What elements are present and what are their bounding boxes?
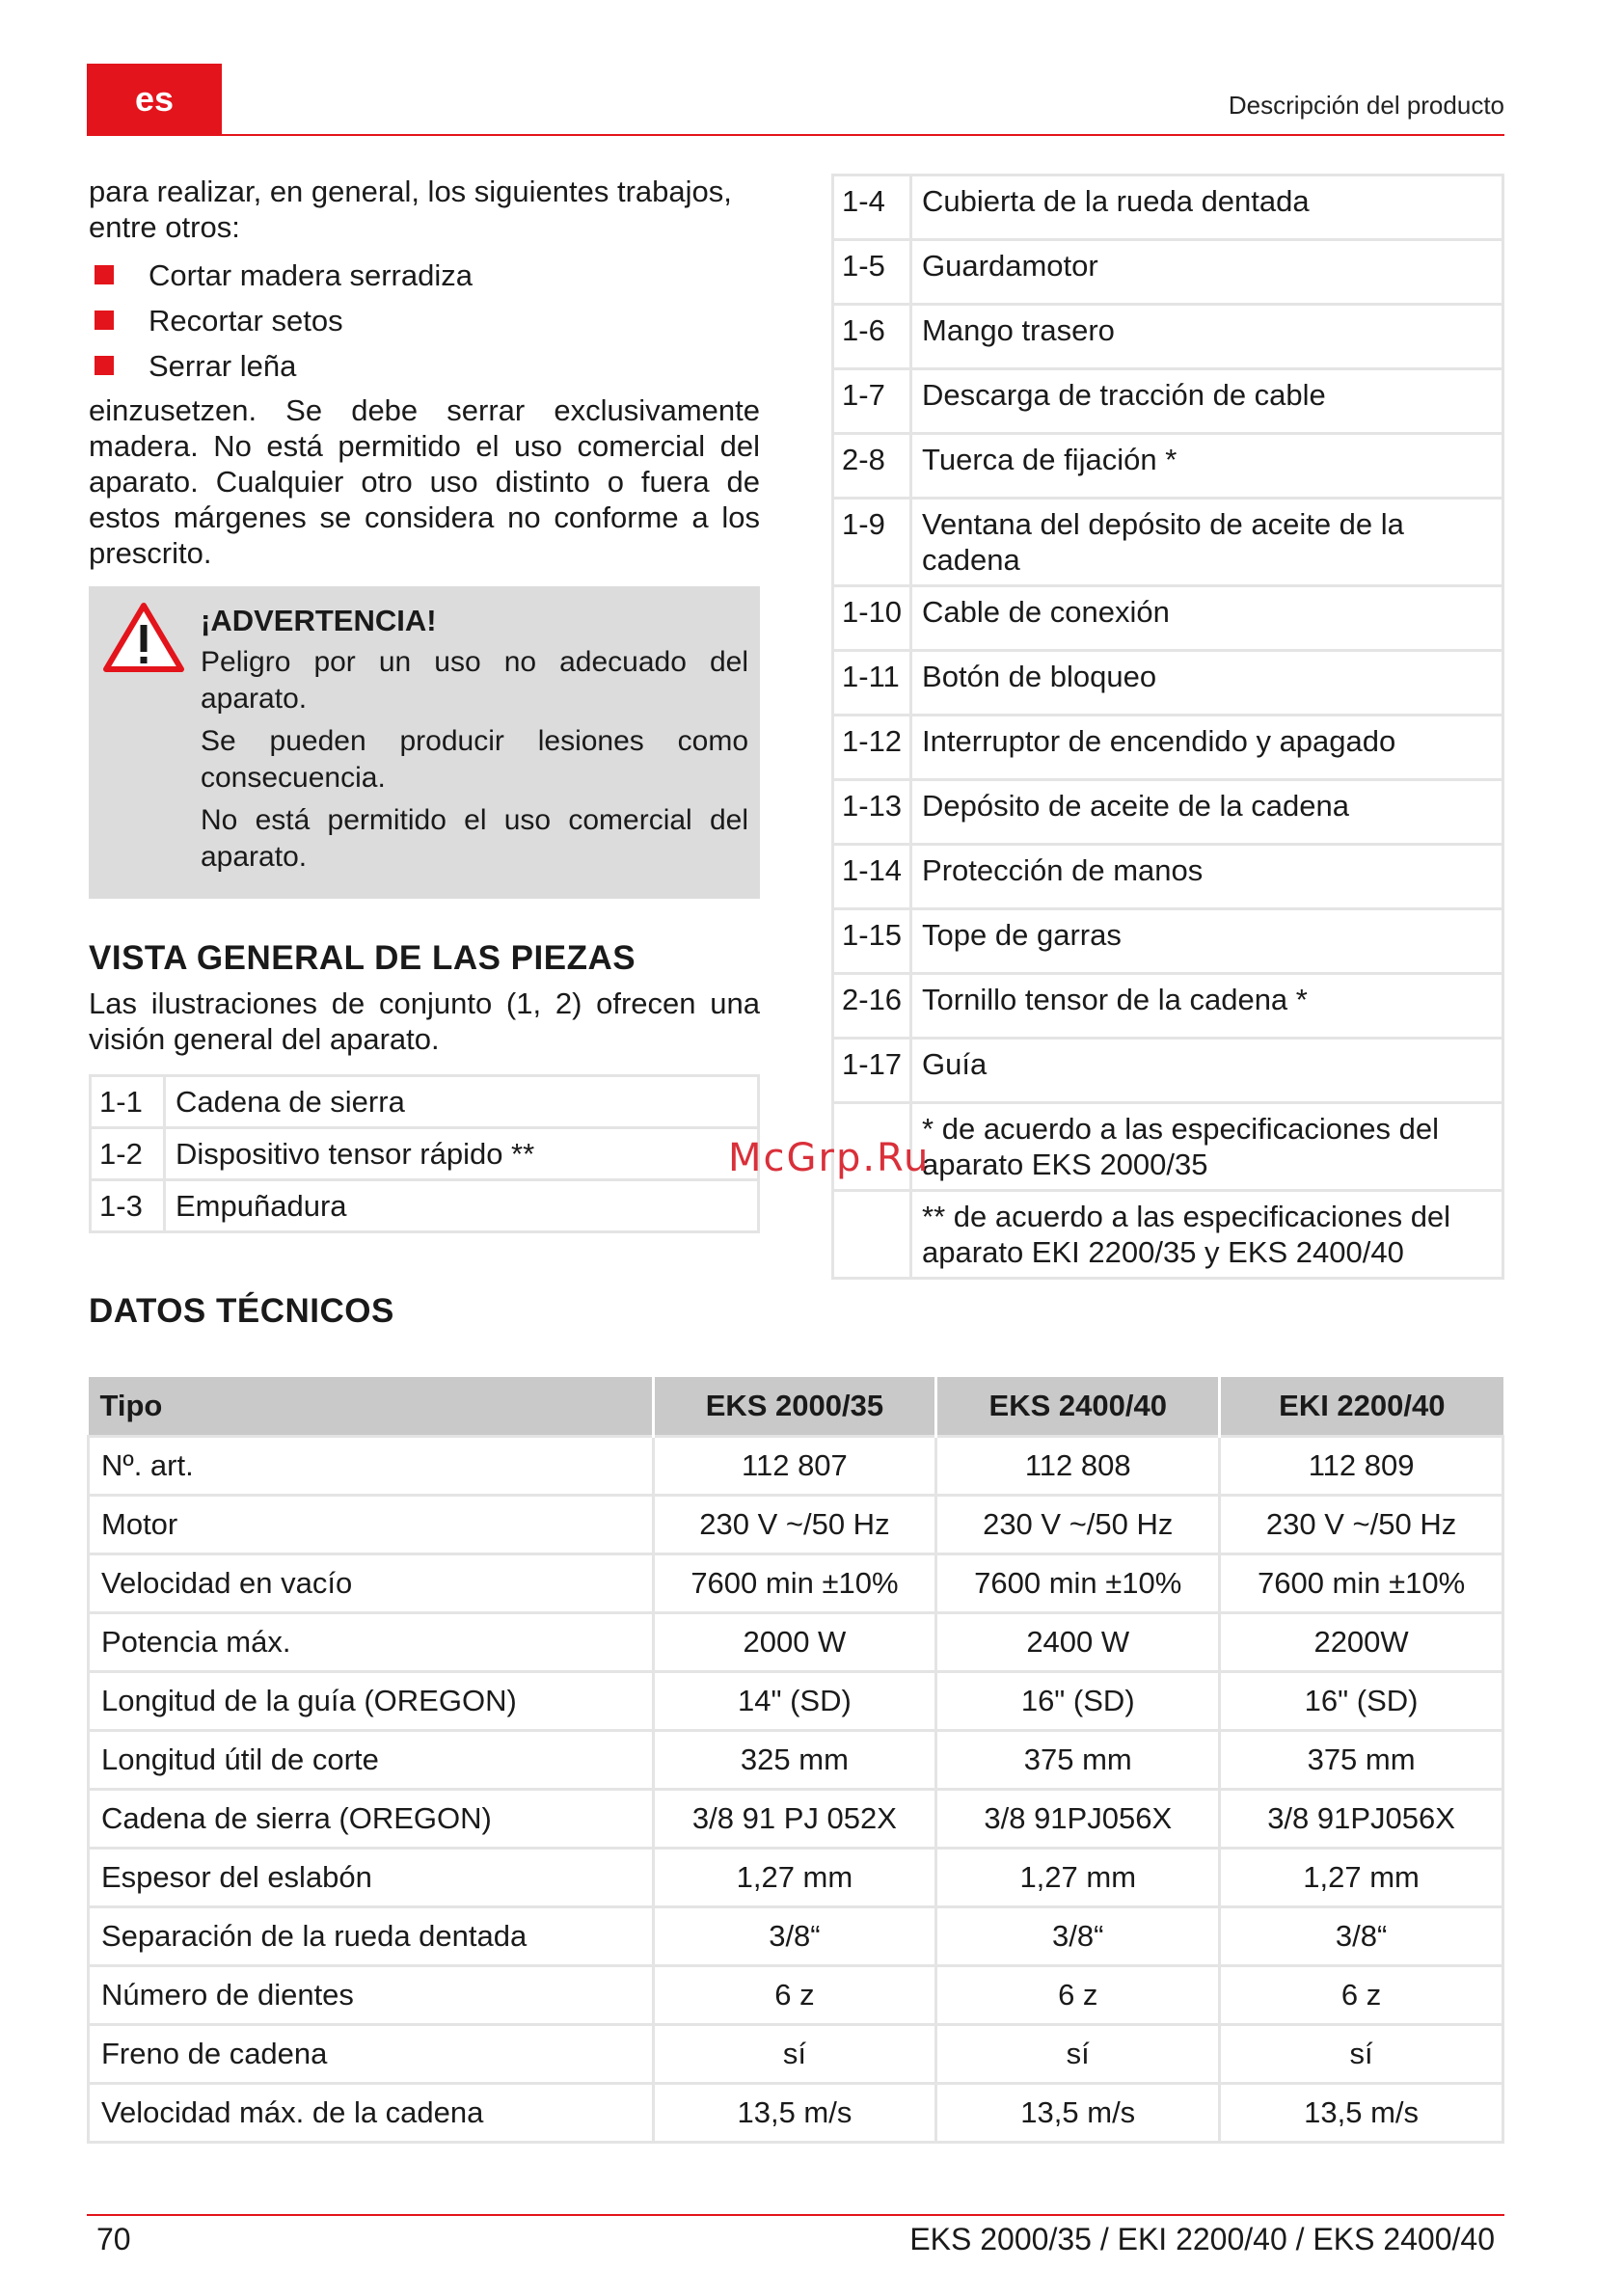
table-row (833, 499, 1503, 586)
spec-value: 2400 W (936, 1613, 1220, 1672)
spec-value: 13,5 m/s (653, 2084, 936, 2143)
table-row (89, 1907, 1503, 1966)
table-row (833, 1103, 1503, 1191)
part-number: 1-3 (91, 1180, 165, 1232)
spec-value: 6 z (653, 1966, 936, 2025)
table-row (89, 1966, 1503, 2025)
table-row (833, 369, 1503, 434)
table-row (89, 2084, 1503, 2143)
part-label: Tuerca de fijación * (911, 434, 1503, 499)
spec-value: 230 V ~/50 Hz (1220, 1496, 1503, 1554)
spec-value: 2200W (1220, 1613, 1503, 1672)
part-number: 1-5 (833, 240, 911, 305)
part-number: 1-13 (833, 780, 911, 845)
spec-value: 3/8 91PJ056X (936, 1790, 1220, 1849)
part-number: 1-15 (833, 909, 911, 974)
warning-line: Peligro por un uso no adecuado del aparato. (201, 646, 748, 715)
bullet-item: Recortar setos (89, 298, 760, 343)
table-row (89, 1849, 1503, 1907)
spec-value: 230 V ~/50 Hz (653, 1496, 936, 1554)
part-number: 1-12 (833, 716, 911, 780)
part-label: Mango trasero (911, 305, 1503, 369)
spec-value: 1,27 mm (653, 1849, 936, 1907)
column-header: EKS 2400/40 (936, 1377, 1220, 1437)
table-row (89, 1554, 1503, 1613)
part-label: Depósito de aceite de la cadena (911, 780, 1503, 845)
table-row (833, 1191, 1503, 1279)
table-row (89, 1496, 1503, 1554)
table-row (833, 1039, 1503, 1103)
part-label: Empuñadura (165, 1180, 759, 1232)
warning-triangle-icon (102, 602, 185, 881)
table-row (91, 1076, 759, 1128)
spec-value: sí (653, 2025, 936, 2084)
table-row (833, 780, 1503, 845)
spec-label: Número de dientes (89, 1966, 654, 2025)
spec-value: 1,27 mm (1220, 1849, 1503, 1907)
table-row (833, 651, 1503, 716)
table-row (89, 1672, 1503, 1731)
table-row (89, 1613, 1503, 1672)
part-label: Tope de garras (911, 909, 1503, 974)
table-row (833, 305, 1503, 369)
spec-label: Velocidad máx. de la cadena (89, 2084, 654, 2143)
spec-value: 14" (SD) (653, 1672, 936, 1731)
spec-value: 3/8 91PJ056X (1220, 1790, 1503, 1849)
part-number: 1-7 (833, 369, 911, 434)
part-label: Botón de bloqueo (911, 651, 1503, 716)
spec-value: 7600 min ±10% (1220, 1554, 1503, 1613)
right-column (831, 174, 1504, 1280)
parts-description: Las ilustraciones de conjunto (1, 2) ofrecen una visión general del aparato. (89, 986, 760, 1056)
part-number: 1-14 (833, 845, 911, 909)
table-row (89, 1731, 1503, 1790)
part-label: Tornillo tensor de la cadena * (911, 974, 1503, 1039)
spec-value: 7600 min ±10% (653, 1554, 936, 1613)
part-number: 1-1 (91, 1076, 165, 1128)
part-label: Interruptor de encendido y apagado (911, 716, 1503, 780)
part-label: Protección de manos (911, 845, 1503, 909)
table-header-row (89, 1377, 1503, 1437)
page-number: 70 (96, 2222, 131, 2256)
table-row (89, 1437, 1503, 1496)
intro-lead: para realizar, en general, los siguientes trabajos, entre otros: (89, 175, 732, 244)
intro-bullet-list (89, 253, 760, 389)
column-header: EKS 2000/35 (653, 1377, 936, 1437)
spec-value: 375 mm (1220, 1731, 1503, 1790)
warning-box (89, 586, 760, 899)
spec-value: 16" (SD) (1220, 1672, 1503, 1731)
spec-value: 3/8“ (1220, 1907, 1503, 1966)
parts-table-left (89, 1074, 760, 1233)
column-header: EKI 2200/40 (1220, 1377, 1503, 1437)
spec-value: 13,5 m/s (936, 2084, 1220, 2143)
spec-value: 16" (SD) (936, 1672, 1220, 1731)
table-row (833, 176, 1503, 240)
table-row (833, 909, 1503, 974)
table-row (89, 1790, 1503, 1849)
table-row (833, 716, 1503, 780)
table-row (89, 2025, 1503, 2084)
part-number: 1-17 (833, 1039, 911, 1103)
part-label: Cadena de sierra (165, 1076, 759, 1128)
language-tab: es (87, 64, 222, 135)
spec-value: sí (936, 2025, 1220, 2084)
table-row (833, 240, 1503, 305)
part-number: 1-4 (833, 176, 911, 240)
part-number: 2-8 (833, 434, 911, 499)
bullet-item: Cortar madera serradiza (89, 253, 760, 298)
spec-value: 230 V ~/50 Hz (936, 1496, 1220, 1554)
spec-label: Longitud útil de corte (89, 1731, 654, 1790)
left-column (89, 174, 760, 1233)
footer-models: EKS 2000/35 / EKI 2200/40 / EKS 2400/40 (909, 2222, 1495, 2256)
intro-body: einzusetzen. Se debe serrar exclusivamente madera. No está permitido el uso comercial del aparato. Cualquier otro uso distinto o fuera de estos márgenes se considera no conforme a los prescrito. (89, 393, 760, 570)
spec-value: 325 mm (653, 1731, 936, 1790)
part-label: Cubierta de la rueda dentada (911, 176, 1503, 240)
spec-label: Separación de la rueda dentada (89, 1907, 654, 1966)
part-number: 1-11 (833, 651, 911, 716)
spec-value: 112 808 (936, 1437, 1220, 1496)
spec-value: 2000 W (653, 1613, 936, 1672)
spec-value: 13,5 m/s (1220, 2084, 1503, 2143)
footnote: * de acuerdo a las especificaciones del aparato EKS 2000/35 (911, 1103, 1503, 1191)
tech-data-table (87, 1377, 1504, 2144)
spec-value: 112 809 (1220, 1437, 1503, 1496)
spec-label: Motor (89, 1496, 654, 1554)
part-label: Dispositivo tensor rápido ** (165, 1128, 759, 1180)
bullet-item: Serrar leña (89, 343, 760, 389)
warning-title: ¡ADVERTENCIA! (201, 604, 437, 637)
spec-value: 6 z (936, 1966, 1220, 2025)
tech-section-title: DATOS TÉCNICOS (89, 1292, 394, 1330)
part-number: 1-2 (91, 1128, 165, 1180)
spec-label: Longitud de la guía (OREGON) (89, 1672, 654, 1731)
table-row (91, 1128, 759, 1180)
spec-value: 7600 min ±10% (936, 1554, 1220, 1613)
spec-value: 3/8“ (936, 1907, 1220, 1966)
part-number: 2-16 (833, 974, 911, 1039)
parts-section-title: VISTA GENERAL DE LAS PIEZAS (89, 939, 636, 977)
spec-label: Potencia máx. (89, 1613, 654, 1672)
table-row (833, 434, 1503, 499)
spec-label: Freno de cadena (89, 2025, 654, 2084)
part-label: Cable de conexión (911, 586, 1503, 651)
part-label: Guardamotor (911, 240, 1503, 305)
table-row (833, 974, 1503, 1039)
table-row (833, 586, 1503, 651)
warning-line: No está permitido el uso comercial del aparato. (201, 804, 748, 873)
spec-value: 3/8“ (653, 1907, 936, 1966)
part-number: 1-10 (833, 586, 911, 651)
footer-rule (87, 2214, 1504, 2216)
column-header: Tipo (89, 1377, 654, 1437)
footnote: ** de acuerdo a las especificaciones del aparato EKI 2200/35 y EKS 2400/40 (911, 1191, 1503, 1279)
spec-label: Espesor del eslabón (89, 1849, 654, 1907)
part-number: 1-6 (833, 305, 911, 369)
warning-line: Se pueden producir lesiones como consecuencia. (201, 725, 748, 794)
spec-label: Cadena de sierra (OREGON) (89, 1790, 654, 1849)
part-label: Guía (911, 1039, 1503, 1103)
spec-value: 1,27 mm (936, 1849, 1220, 1907)
part-number: 1-9 (833, 499, 911, 586)
spec-label: Nº. art. (89, 1437, 654, 1496)
part-label: Ventana del depósito de aceite de la cadena (911, 499, 1503, 586)
watermark: McGrp.Ru (728, 1136, 931, 1180)
spec-label: Velocidad en vacío (89, 1554, 654, 1613)
part-label: Descarga de tracción de cable (911, 369, 1503, 434)
table-row (91, 1180, 759, 1232)
header-title: Descripción del producto (1228, 91, 1504, 120)
spec-value: 3/8 91 PJ 052X (653, 1790, 936, 1849)
parts-table-right (831, 174, 1504, 1280)
spec-value: 6 z (1220, 1966, 1503, 2025)
table-row (833, 845, 1503, 909)
header-rule (87, 134, 1504, 136)
spec-value: sí (1220, 2025, 1503, 2084)
spec-value: 375 mm (936, 1731, 1220, 1790)
spec-value: 112 807 (653, 1437, 936, 1496)
